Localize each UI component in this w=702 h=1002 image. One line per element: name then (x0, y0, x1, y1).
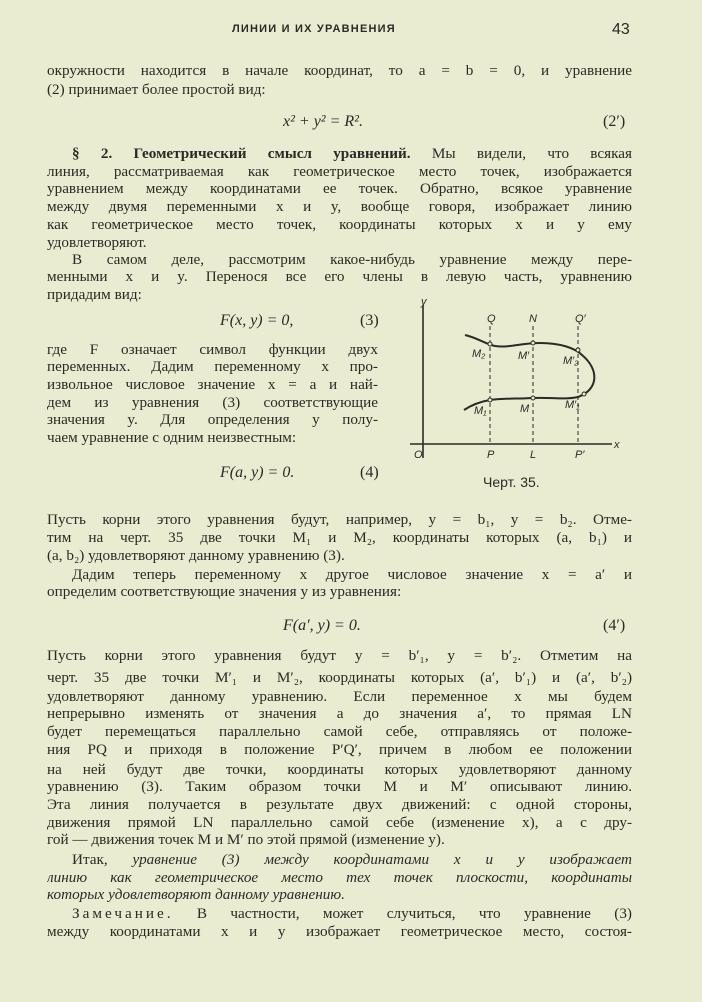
equation-2prime: x² + y² = R². (283, 113, 363, 130)
equation-3: F(x, y) = 0, (220, 312, 294, 329)
text-line (47, 647, 632, 665)
text-line-content: переменных. Дадим переменному x про- (47, 358, 378, 375)
text-line (47, 511, 632, 529)
text-line-content: Пусть корни этого уравнения будут, например, y = b₁, y = b₂. Отме- (47, 511, 632, 528)
text-line (47, 216, 632, 234)
point-M1-prime (582, 392, 586, 396)
text-line (47, 705, 632, 723)
text-line-content: будет перемещаться параллельно самой себе, отправляясь от положе- (47, 723, 632, 740)
text-line (47, 358, 378, 376)
label-x: x (614, 439, 620, 451)
text-line (47, 394, 378, 412)
label-L: L (530, 449, 537, 461)
text-line-content: гой — движения точек M и M′ по этой прямой (изменение y). (47, 831, 445, 848)
label-y: y (421, 296, 427, 308)
text-line-content: Мы видели, что всякая (410, 145, 632, 162)
text-line-content: непрерывно изменять от значения a до значения a′, то прямая LN (47, 705, 632, 722)
label-P: P (487, 449, 495, 461)
text-line (72, 145, 632, 163)
label-M2: M₂ (472, 348, 486, 360)
text-line-content: тим на черт. 35 две точки M₁ и M₂, координаты которых (a, b₁) и (47, 529, 632, 546)
text-line (47, 180, 632, 198)
text-line (47, 376, 378, 394)
text-line (47, 198, 632, 216)
text-line-content: линию как геометрическое место тех точек плоскости, координаты (47, 869, 632, 886)
text-line (47, 741, 632, 759)
text-line-content: дем из уравнения (3) соответствующие (47, 394, 378, 411)
text-line (47, 761, 632, 779)
text-line-content: значения y. Для определения y полу- (47, 411, 378, 428)
label-Q: Q (487, 313, 496, 325)
text-line-content: окружности находится в начале координат, то a = b = 0, и уравнение (47, 62, 632, 79)
figure-caption: Черт. 35. (483, 474, 540, 490)
text-line (72, 566, 632, 584)
equation-number: (4′) (603, 617, 626, 634)
text-line-content: уравнением между координатами ее точек. Обратно, всякое уравнение (47, 180, 632, 197)
label-P-prime: P′ (575, 449, 585, 461)
text-line (47, 529, 632, 547)
point-M-prime (531, 341, 535, 345)
text-line-content: движения прямой LN параллельно самой себе (изменение x), а с дру- (47, 814, 632, 831)
text-line-content: которых удовлетворяют данному уравнению. (47, 886, 345, 903)
label-M2-prime: M′₂ (563, 355, 579, 367)
text-line-content: извольное числовое значение x = a и най- (47, 376, 378, 393)
text-line-content: В самом деле, рассмотрим какое-нибудь уравнение между пере- (72, 251, 632, 268)
text-line (47, 547, 632, 565)
text-line-content: черт. 35 две точки M′₁ и M′₂, координаты которых (a′, b′₁) и (a′, b′₂) (47, 669, 632, 686)
equation-4prime: F(a′, y) = 0. (283, 617, 361, 634)
equation-number: (4) (360, 464, 379, 481)
text-line-content: придадим вид: (47, 286, 142, 303)
text-line (47, 81, 632, 99)
label-M: M (520, 403, 530, 415)
text-line (47, 411, 378, 429)
text-line (47, 163, 632, 181)
text-line-content: как геометрическое место точек, координаты которых x и y ему (47, 216, 632, 233)
text-line-content: между двумя переменными x и y, вообще говоря, изображает линию (47, 198, 632, 215)
running-title: ЛИНИИ И ИХ УРАВНЕНИЯ (232, 23, 396, 35)
text-line (47, 831, 632, 849)
text-line (47, 886, 632, 904)
text-line-content: менными x и y. Перенося все его члены в левую часть, уравнению (47, 268, 632, 285)
equation-number: (3) (360, 312, 379, 329)
text-line (47, 923, 632, 941)
text-line (47, 268, 632, 286)
label-M1: M₁ (474, 405, 487, 417)
text-line (47, 688, 632, 706)
text-line (47, 429, 378, 447)
equation-number: (2′) (603, 113, 626, 130)
text-line (47, 669, 632, 687)
text-line (72, 905, 632, 923)
text-line (47, 869, 632, 887)
text-line-content: уравнение (3) между координатами x и y изображает (132, 851, 632, 868)
text-line (47, 796, 632, 814)
figure-35-diagram (400, 295, 630, 470)
point-M1 (488, 398, 492, 402)
text-line-content: определим соответствующие значения y из уравнения: (47, 583, 402, 600)
text-line-content: В частности, может случиться, что уравнение (3) (173, 905, 632, 922)
text-line-content: между координатами x и y изображает геометрическое место, состоя- (47, 923, 632, 940)
text-line (47, 778, 632, 796)
text-line-content: уравнению (3). Таким образом точки M и M′ описывают линию. (47, 778, 632, 795)
text-line-content: Эта линия получается в результате двух движений: с одной стороны, (47, 796, 632, 813)
label-M1-prime: M′₁ (565, 399, 580, 411)
point-M2 (488, 342, 492, 346)
point-M (531, 396, 535, 400)
text-line-content: Дадим теперь переменному x другое числовое значение x = a′ и (72, 566, 632, 583)
text-line-lead: Итак, (72, 851, 133, 868)
text-line (47, 62, 632, 80)
text-line (47, 583, 632, 601)
text-line (72, 851, 632, 869)
text-line-content: где F означает символ функции двух (47, 341, 378, 358)
text-line (47, 341, 378, 359)
text-line (72, 251, 632, 269)
text-line-content: удовлетворяют данному уравнению. Если переменное x мы будем (47, 688, 632, 705)
text-line (47, 723, 632, 741)
text-line (47, 234, 632, 252)
text-line-content: линия, рассматриваемая как геометрическое место точек, изображается (47, 163, 632, 180)
label-origin: O (414, 449, 423, 461)
text-line-content: (a, b₂) удовлетворяют данному уравнению (3). (47, 547, 345, 564)
text-line-content: удовлетворяют. (47, 234, 147, 251)
label-N: N (529, 313, 537, 325)
label-Q-prime: Q′ (575, 313, 586, 325)
text-line-content: чаем уравнение с одним неизвестным: (47, 429, 297, 446)
label-M-prime: M′ (518, 350, 530, 362)
text-line-content: (2) принимает более простой вид: (47, 81, 266, 98)
page-number: 43 (612, 21, 630, 38)
text-line-content: на ней будут две точки, координаты которых удовлетворяют данному (47, 761, 632, 778)
point-M2-prime (576, 348, 580, 352)
text-line-lead: § 2. Геометрический смысл уравнений. (72, 145, 411, 162)
text-line-lead: Замечание. (72, 905, 174, 922)
equation-4: F(a, y) = 0. (220, 464, 295, 481)
text-line-content: ния PQ и приходя в положение P′Q′, причем в любом ее положении (47, 741, 632, 758)
text-line-content: Пусть корни этого уравнения будут y = b′₁, y = b′₂. Отметим на (47, 647, 632, 664)
text-line (47, 814, 632, 832)
